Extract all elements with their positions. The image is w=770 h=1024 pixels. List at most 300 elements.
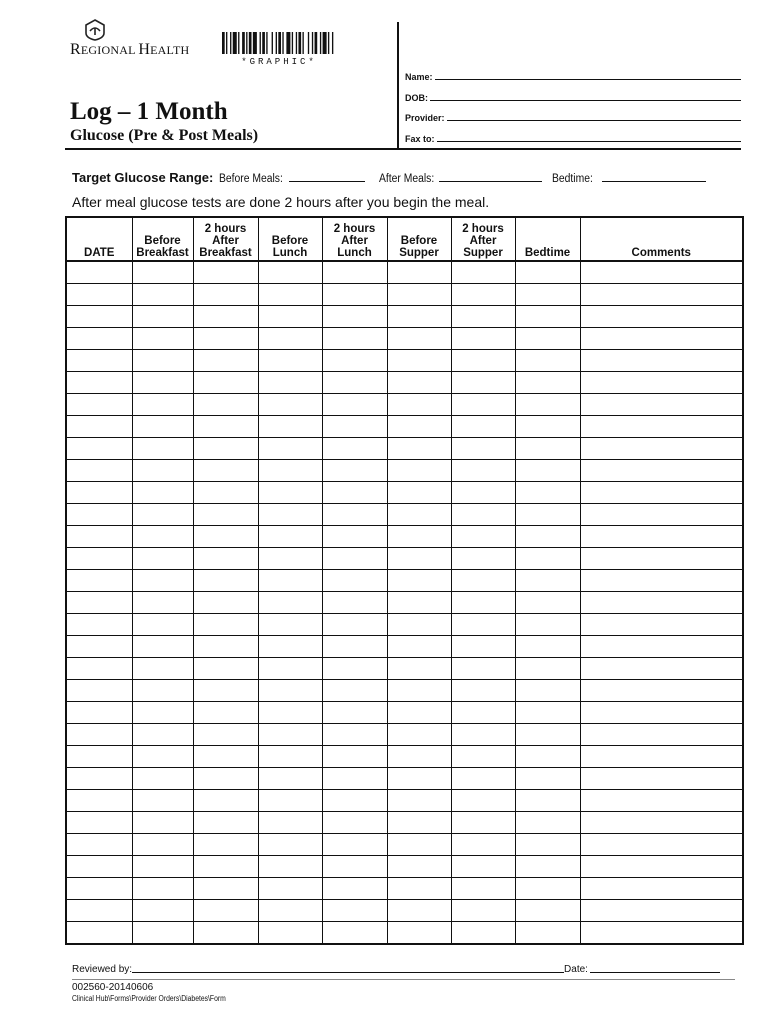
- log-entry-cell[interactable]: [66, 922, 132, 945]
- log-entry-cell[interactable]: [451, 394, 515, 416]
- log-entry-cell[interactable]: [193, 636, 258, 658]
- log-entry-cell[interactable]: [515, 812, 580, 834]
- log-entry-cell[interactable]: [132, 261, 193, 284]
- log-entry-cell[interactable]: [580, 328, 743, 350]
- log-entry-cell[interactable]: [193, 438, 258, 460]
- log-entry-cell[interactable]: [322, 482, 387, 504]
- log-entry-cell[interactable]: [322, 878, 387, 900]
- log-entry-cell[interactable]: [451, 526, 515, 548]
- log-entry-cell[interactable]: [451, 900, 515, 922]
- log-entry-cell[interactable]: [66, 504, 132, 526]
- log-entry-cell[interactable]: [193, 702, 258, 724]
- log-entry-cell[interactable]: [132, 680, 193, 702]
- log-entry-cell[interactable]: [258, 460, 322, 482]
- log-entry-cell[interactable]: [132, 702, 193, 724]
- log-entry-cell[interactable]: [193, 526, 258, 548]
- log-entry-cell[interactable]: [258, 724, 322, 746]
- log-entry-cell[interactable]: [515, 372, 580, 394]
- log-entry-cell[interactable]: [451, 680, 515, 702]
- log-entry-cell[interactable]: [66, 724, 132, 746]
- log-entry-cell[interactable]: [387, 526, 451, 548]
- log-entry-cell[interactable]: [193, 416, 258, 438]
- log-entry-cell[interactable]: [580, 460, 743, 482]
- log-entry-cell[interactable]: [387, 482, 451, 504]
- log-entry-cell[interactable]: [322, 570, 387, 592]
- log-entry-cell[interactable]: [258, 482, 322, 504]
- log-entry-cell[interactable]: [66, 548, 132, 570]
- log-entry-cell[interactable]: [258, 702, 322, 724]
- log-entry-cell[interactable]: [515, 284, 580, 306]
- log-entry-cell[interactable]: [322, 856, 387, 878]
- log-entry-cell[interactable]: [322, 460, 387, 482]
- log-entry-cell[interactable]: [132, 922, 193, 945]
- log-entry-cell[interactable]: [322, 416, 387, 438]
- log-entry-cell[interactable]: [193, 790, 258, 812]
- review-date-line[interactable]: [590, 972, 720, 973]
- log-entry-cell[interactable]: [258, 438, 322, 460]
- log-entry-cell[interactable]: [515, 900, 580, 922]
- log-entry-cell[interactable]: [451, 350, 515, 372]
- log-entry-cell[interactable]: [132, 768, 193, 790]
- log-entry-cell[interactable]: [580, 878, 743, 900]
- log-entry-cell[interactable]: [66, 790, 132, 812]
- log-entry-cell[interactable]: [193, 878, 258, 900]
- log-entry-cell[interactable]: [387, 570, 451, 592]
- log-entry-cell[interactable]: [193, 724, 258, 746]
- log-entry-cell[interactable]: [193, 768, 258, 790]
- log-entry-cell[interactable]: [132, 416, 193, 438]
- log-entry-cell[interactable]: [580, 261, 743, 284]
- log-entry-cell[interactable]: [322, 746, 387, 768]
- log-entry-cell[interactable]: [258, 284, 322, 306]
- log-entry-cell[interactable]: [451, 416, 515, 438]
- log-entry-cell[interactable]: [387, 922, 451, 945]
- log-entry-cell[interactable]: [515, 394, 580, 416]
- log-entry-cell[interactable]: [515, 790, 580, 812]
- log-entry-cell[interactable]: [580, 526, 743, 548]
- log-entry-cell[interactable]: [132, 504, 193, 526]
- log-entry-cell[interactable]: [193, 570, 258, 592]
- log-entry-cell[interactable]: [515, 768, 580, 790]
- log-entry-cell[interactable]: [258, 680, 322, 702]
- log-entry-cell[interactable]: [387, 856, 451, 878]
- log-entry-cell[interactable]: [193, 261, 258, 284]
- log-entry-cell[interactable]: [387, 790, 451, 812]
- log-entry-cell[interactable]: [258, 614, 322, 636]
- log-entry-cell[interactable]: [322, 614, 387, 636]
- log-entry-cell[interactable]: [66, 350, 132, 372]
- log-entry-cell[interactable]: [193, 746, 258, 768]
- log-entry-cell[interactable]: [132, 372, 193, 394]
- log-entry-cell[interactable]: [387, 614, 451, 636]
- log-entry-cell[interactable]: [387, 834, 451, 856]
- log-entry-cell[interactable]: [387, 350, 451, 372]
- log-entry-cell[interactable]: [258, 746, 322, 768]
- dob-line[interactable]: [430, 100, 741, 101]
- log-entry-cell[interactable]: [193, 350, 258, 372]
- log-entry-cell[interactable]: [515, 570, 580, 592]
- log-entry-cell[interactable]: [451, 460, 515, 482]
- column-header: [387, 217, 451, 261]
- log-entry-cell[interactable]: [451, 878, 515, 900]
- log-entry-cell[interactable]: [580, 570, 743, 592]
- after-meals-line[interactable]: [439, 181, 542, 182]
- table-row: [66, 856, 743, 878]
- log-entry-cell[interactable]: [322, 372, 387, 394]
- log-entry-cell[interactable]: [451, 922, 515, 945]
- log-entry-cell[interactable]: [258, 394, 322, 416]
- log-entry-cell[interactable]: [132, 350, 193, 372]
- log-entry-cell[interactable]: [387, 328, 451, 350]
- log-entry-cell[interactable]: [580, 592, 743, 614]
- log-entry-cell[interactable]: [580, 812, 743, 834]
- log-entry-cell[interactable]: [132, 526, 193, 548]
- log-entry-cell[interactable]: [322, 350, 387, 372]
- log-entry-cell[interactable]: [66, 372, 132, 394]
- log-entry-cell[interactable]: [515, 614, 580, 636]
- log-entry-cell[interactable]: [387, 261, 451, 284]
- log-entry-cell[interactable]: [322, 790, 387, 812]
- log-entry-cell[interactable]: [580, 482, 743, 504]
- name-field[interactable]: [405, 68, 741, 82]
- log-entry-cell[interactable]: [258, 261, 322, 284]
- log-entry-cell[interactable]: [66, 768, 132, 790]
- log-entry-cell[interactable]: [193, 372, 258, 394]
- log-entry-cell[interactable]: [258, 592, 322, 614]
- log-entry-cell[interactable]: [515, 724, 580, 746]
- log-entry-cell[interactable]: [322, 284, 387, 306]
- log-entry-cell[interactable]: [580, 306, 743, 328]
- log-entry-cell[interactable]: [193, 592, 258, 614]
- log-entry-cell[interactable]: [66, 284, 132, 306]
- log-entry-cell[interactable]: [580, 416, 743, 438]
- log-entry-cell[interactable]: [66, 416, 132, 438]
- log-entry-cell[interactable]: [515, 856, 580, 878]
- log-entry-cell[interactable]: [66, 900, 132, 922]
- log-entry-cell[interactable]: [258, 768, 322, 790]
- log-entry-cell[interactable]: [258, 372, 322, 394]
- bedtime-line[interactable]: [602, 181, 706, 182]
- log-entry-cell[interactable]: [387, 284, 451, 306]
- log-entry-cell[interactable]: [193, 856, 258, 878]
- log-entry-cell[interactable]: [66, 834, 132, 856]
- log-entry-cell[interactable]: [258, 922, 322, 945]
- log-entry-cell[interactable]: [322, 812, 387, 834]
- before-meals-line[interactable]: [289, 181, 365, 182]
- log-entry-cell[interactable]: [132, 812, 193, 834]
- log-entry-cell[interactable]: [515, 658, 580, 680]
- log-entry-cell[interactable]: [451, 570, 515, 592]
- reviewed-by-line[interactable]: [132, 972, 564, 973]
- log-entry-cell[interactable]: [451, 746, 515, 768]
- log-entry-cell[interactable]: [451, 328, 515, 350]
- log-entry-cell[interactable]: [132, 790, 193, 812]
- log-entry-cell[interactable]: [387, 306, 451, 328]
- log-entry-cell[interactable]: [66, 680, 132, 702]
- log-entry-cell[interactable]: [193, 328, 258, 350]
- log-entry-cell[interactable]: [515, 350, 580, 372]
- provider-line[interactable]: [447, 120, 741, 121]
- log-entry-cell[interactable]: [580, 614, 743, 636]
- log-entry-cell[interactable]: [451, 284, 515, 306]
- log-entry-cell[interactable]: [193, 284, 258, 306]
- log-entry-cell[interactable]: [66, 328, 132, 350]
- log-entry-cell[interactable]: [322, 592, 387, 614]
- log-entry-cell[interactable]: [258, 548, 322, 570]
- log-entry-cell[interactable]: [193, 482, 258, 504]
- log-entry-cell[interactable]: [258, 834, 322, 856]
- log-entry-cell[interactable]: [132, 636, 193, 658]
- log-entry-cell[interactable]: [515, 438, 580, 460]
- log-entry-cell[interactable]: [451, 482, 515, 504]
- log-entry-cell[interactable]: [322, 438, 387, 460]
- log-entry-cell[interactable]: [132, 592, 193, 614]
- log-entry-cell[interactable]: [258, 306, 322, 328]
- log-entry-cell[interactable]: [322, 394, 387, 416]
- log-entry-cell[interactable]: [193, 680, 258, 702]
- log-entry-cell[interactable]: [66, 438, 132, 460]
- log-entry-cell[interactable]: [580, 548, 743, 570]
- table-row: [66, 394, 743, 416]
- log-entry-cell[interactable]: [387, 812, 451, 834]
- log-entry-cell[interactable]: [258, 856, 322, 878]
- log-entry-cell[interactable]: [132, 570, 193, 592]
- log-entry-cell[interactable]: [66, 856, 132, 878]
- log-entry-cell[interactable]: [387, 724, 451, 746]
- target-range-label: Target Glucose Range:: [72, 170, 214, 185]
- log-entry-cell[interactable]: [451, 372, 515, 394]
- log-entry-cell[interactable]: [515, 460, 580, 482]
- log-entry-cell[interactable]: [580, 790, 743, 812]
- name-line[interactable]: [435, 79, 741, 80]
- log-entry-cell[interactable]: [66, 482, 132, 504]
- log-entry-cell[interactable]: [515, 834, 580, 856]
- log-entry-cell[interactable]: [258, 526, 322, 548]
- log-entry-cell[interactable]: [451, 614, 515, 636]
- log-entry-cell[interactable]: [193, 394, 258, 416]
- log-entry-cell[interactable]: [451, 592, 515, 614]
- log-entry-cell[interactable]: [66, 812, 132, 834]
- log-entry-cell[interactable]: [451, 438, 515, 460]
- column-header-line: Breakfast: [199, 247, 252, 259]
- log-entry-cell[interactable]: [258, 658, 322, 680]
- log-entry-cell[interactable]: [515, 306, 580, 328]
- log-entry-cell[interactable]: [322, 658, 387, 680]
- log-entry-cell[interactable]: [66, 878, 132, 900]
- log-entry-cell[interactable]: [193, 658, 258, 680]
- log-entry-cell[interactable]: [322, 306, 387, 328]
- log-entry-cell[interactable]: [258, 350, 322, 372]
- log-entry-cell[interactable]: [66, 658, 132, 680]
- log-entry-cell[interactable]: [387, 702, 451, 724]
- log-entry-cell[interactable]: [66, 636, 132, 658]
- log-entry-cell[interactable]: [387, 768, 451, 790]
- log-entry-cell[interactable]: [451, 548, 515, 570]
- log-entry-cell[interactable]: [515, 922, 580, 945]
- log-entry-cell[interactable]: [193, 548, 258, 570]
- log-entry-cell[interactable]: [451, 768, 515, 790]
- log-entry-cell[interactable]: [515, 482, 580, 504]
- log-entry-cell[interactable]: [132, 746, 193, 768]
- log-entry-cell[interactable]: [132, 834, 193, 856]
- log-entry-cell[interactable]: [193, 306, 258, 328]
- log-entry-cell[interactable]: [258, 570, 322, 592]
- log-entry-cell[interactable]: [258, 878, 322, 900]
- log-entry-cell[interactable]: [132, 328, 193, 350]
- table-row: [66, 350, 743, 372]
- log-entry-cell[interactable]: [515, 878, 580, 900]
- log-entry-cell[interactable]: [580, 350, 743, 372]
- log-entry-cell[interactable]: [322, 900, 387, 922]
- log-entry-cell[interactable]: [193, 834, 258, 856]
- log-entry-cell[interactable]: [66, 614, 132, 636]
- log-entry-cell[interactable]: [515, 702, 580, 724]
- log-entry-cell[interactable]: [322, 922, 387, 945]
- log-entry-cell[interactable]: [387, 372, 451, 394]
- fax-to-field[interactable]: [405, 130, 741, 144]
- log-entry-cell[interactable]: [66, 526, 132, 548]
- log-entry-cell[interactable]: [515, 548, 580, 570]
- log-entry-cell[interactable]: [387, 438, 451, 460]
- log-entry-cell[interactable]: [451, 834, 515, 856]
- log-entry-cell[interactable]: [387, 636, 451, 658]
- log-entry-cell[interactable]: [515, 680, 580, 702]
- log-entry-cell[interactable]: [387, 592, 451, 614]
- log-entry-cell[interactable]: [258, 328, 322, 350]
- log-entry-cell[interactable]: [515, 746, 580, 768]
- log-entry-cell[interactable]: [580, 702, 743, 724]
- log-entry-cell[interactable]: [580, 394, 743, 416]
- provider-field[interactable]: [405, 109, 741, 123]
- log-entry-cell[interactable]: [580, 768, 743, 790]
- log-entry-cell[interactable]: [387, 394, 451, 416]
- log-entry-cell[interactable]: [580, 746, 743, 768]
- log-entry-cell[interactable]: [515, 636, 580, 658]
- dob-field[interactable]: [405, 89, 741, 103]
- log-entry-cell[interactable]: [258, 504, 322, 526]
- log-entry-cell[interactable]: [580, 922, 743, 945]
- log-entry-cell[interactable]: [387, 878, 451, 900]
- log-entry-cell[interactable]: [387, 504, 451, 526]
- log-entry-cell[interactable]: [132, 482, 193, 504]
- log-entry-cell[interactable]: [322, 504, 387, 526]
- log-entry-cell[interactable]: [451, 856, 515, 878]
- log-entry-cell[interactable]: [66, 306, 132, 328]
- log-entry-cell[interactable]: [580, 504, 743, 526]
- log-entry-cell[interactable]: [258, 416, 322, 438]
- log-entry-cell[interactable]: [580, 680, 743, 702]
- log-entry-cell[interactable]: [132, 284, 193, 306]
- log-entry-cell[interactable]: [66, 261, 132, 284]
- log-entry-cell[interactable]: [132, 548, 193, 570]
- log-entry-cell[interactable]: [132, 856, 193, 878]
- log-entry-cell[interactable]: [66, 746, 132, 768]
- log-entry-cell[interactable]: [451, 724, 515, 746]
- log-entry-cell[interactable]: [451, 702, 515, 724]
- log-entry-cell[interactable]: [66, 592, 132, 614]
- log-entry-cell[interactable]: [580, 856, 743, 878]
- log-entry-cell[interactable]: [322, 261, 387, 284]
- log-entry-cell[interactable]: [66, 702, 132, 724]
- log-entry-cell[interactable]: [193, 812, 258, 834]
- log-entry-cell[interactable]: [132, 306, 193, 328]
- log-entry-cell[interactable]: [322, 680, 387, 702]
- log-entry-cell[interactable]: [515, 328, 580, 350]
- log-entry-cell[interactable]: [66, 460, 132, 482]
- log-entry-cell[interactable]: [258, 812, 322, 834]
- log-entry-cell[interactable]: [387, 460, 451, 482]
- log-entry-cell[interactable]: [580, 724, 743, 746]
- log-entry-cell[interactable]: [580, 900, 743, 922]
- log-entry-cell[interactable]: [580, 284, 743, 306]
- log-entry-cell[interactable]: [580, 438, 743, 460]
- log-entry-cell[interactable]: [387, 548, 451, 570]
- log-entry-cell[interactable]: [132, 878, 193, 900]
- log-entry-cell[interactable]: [193, 504, 258, 526]
- log-entry-cell[interactable]: [451, 812, 515, 834]
- log-entry-cell[interactable]: [580, 658, 743, 680]
- barcode-bar: [238, 32, 239, 54]
- log-entry-cell[interactable]: [387, 746, 451, 768]
- log-entry-cell[interactable]: [132, 900, 193, 922]
- log-entry-cell[interactable]: [132, 614, 193, 636]
- log-entry-cell[interactable]: [322, 768, 387, 790]
- log-entry-cell[interactable]: [451, 261, 515, 284]
- log-entry-cell[interactable]: [515, 261, 580, 284]
- log-entry-cell[interactable]: [193, 922, 258, 945]
- log-entry-cell[interactable]: [322, 702, 387, 724]
- log-entry-cell[interactable]: [132, 394, 193, 416]
- log-entry-cell[interactable]: [258, 636, 322, 658]
- log-entry-cell[interactable]: [322, 834, 387, 856]
- log-entry-cell[interactable]: [322, 724, 387, 746]
- log-entry-cell[interactable]: [322, 328, 387, 350]
- log-entry-cell[interactable]: [322, 526, 387, 548]
- log-entry-cell[interactable]: [387, 900, 451, 922]
- log-entry-cell[interactable]: [322, 636, 387, 658]
- log-entry-cell[interactable]: [322, 548, 387, 570]
- log-entry-cell[interactable]: [451, 790, 515, 812]
- log-entry-cell[interactable]: [193, 614, 258, 636]
- log-entry-cell[interactable]: [387, 680, 451, 702]
- log-entry-cell[interactable]: [258, 900, 322, 922]
- log-entry-cell[interactable]: [451, 636, 515, 658]
- log-entry-cell[interactable]: [66, 394, 132, 416]
- log-entry-cell[interactable]: [387, 416, 451, 438]
- log-entry-cell[interactable]: [451, 306, 515, 328]
- log-entry-cell[interactable]: [132, 724, 193, 746]
- log-entry-cell[interactable]: [132, 658, 193, 680]
- log-entry-cell[interactable]: [515, 416, 580, 438]
- log-entry-cell[interactable]: [580, 636, 743, 658]
- log-entry-cell[interactable]: [580, 834, 743, 856]
- log-entry-cell[interactable]: [515, 526, 580, 548]
- log-entry-cell[interactable]: [580, 372, 743, 394]
- log-entry-cell[interactable]: [515, 504, 580, 526]
- log-entry-cell[interactable]: [515, 592, 580, 614]
- before-meals-label: Before Meals:: [219, 173, 284, 185]
- log-entry-cell[interactable]: [258, 790, 322, 812]
- log-entry-cell[interactable]: [387, 658, 451, 680]
- log-entry-cell[interactable]: [193, 900, 258, 922]
- log-entry-cell[interactable]: [132, 460, 193, 482]
- log-entry-cell[interactable]: [132, 438, 193, 460]
- fax-to-line[interactable]: [437, 141, 741, 142]
- log-entry-cell[interactable]: [193, 460, 258, 482]
- log-entry-cell[interactable]: [451, 658, 515, 680]
- log-entry-cell[interactable]: [451, 504, 515, 526]
- log-entry-cell[interactable]: [66, 570, 132, 592]
